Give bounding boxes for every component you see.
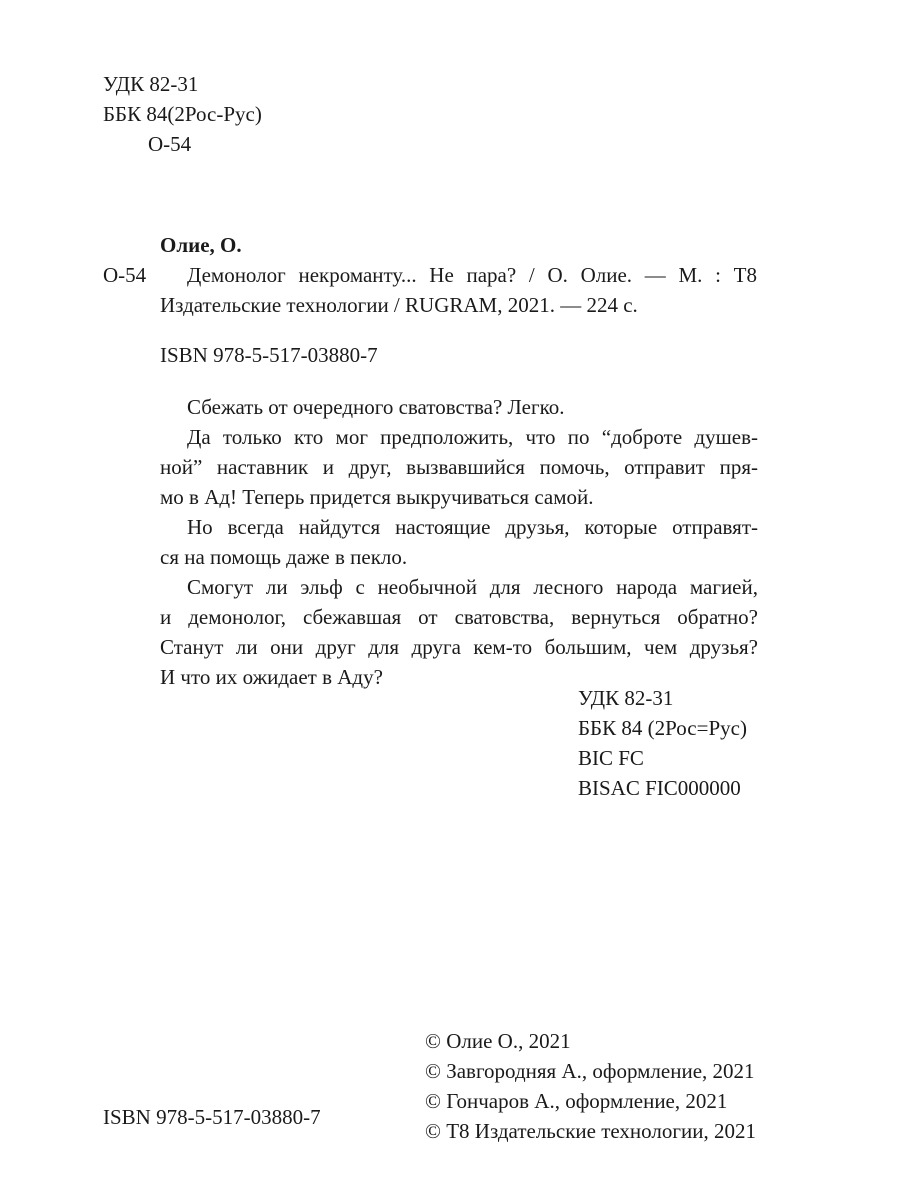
bibliographic-description	[160, 260, 757, 320]
bibliographic-cipher: О-54	[103, 263, 147, 287]
annotation	[160, 392, 758, 692]
classification-block	[578, 683, 747, 803]
udk-header-block	[103, 69, 403, 159]
annotation-line: и демонолог, сбежавшая от сватовства, вернуться обратно?	[160, 605, 758, 629]
bibliographic-line-2: Издательские технологии / RUGRAM, 2021. — 224 с.	[160, 293, 638, 317]
annotation-line: ной” наставник и друг, вызвавшийся помочь, отправит пря-	[160, 455, 758, 479]
bibliographic-line-1: Демонолог некроманту... Не пара? / О. Олие. — М. : Т8	[187, 263, 757, 287]
author-heading: Олие, О.	[160, 233, 242, 257]
udk-code: УДК 82-31	[103, 72, 199, 96]
annotation-line: мо в Ад! Теперь придется выкручиваться самой.	[160, 485, 594, 509]
annotation-line: ся на помощь даже в пекло.	[160, 545, 408, 569]
annotation-line: Сбежать от очередного сватовства? Легко.	[187, 395, 565, 419]
isbn-main: ISBN 978-5-517-03880-7	[160, 343, 378, 367]
author-cipher: О-54	[148, 132, 192, 156]
classification-bbk: ББК 84 (2Рос=Рус)	[578, 716, 747, 740]
isbn-bottom: ISBN 978-5-517-03880-7	[103, 1105, 321, 1129]
copyright-line: © Гончаров А., оформление, 2021	[425, 1089, 728, 1113]
annotation-line: Да только кто мог предположить, что по “доброте душев-	[187, 425, 758, 449]
classification-udk: УДК 82-31	[578, 686, 674, 710]
bbk-code: ББК 84(2Рос-Рус)	[103, 102, 262, 126]
classification-bisac: BISAC FIC000000	[578, 776, 741, 800]
copyright-line: © Олие О., 2021	[425, 1029, 571, 1053]
copyright-block	[425, 1026, 756, 1146]
classification-bic: BIC FC	[578, 746, 644, 770]
copyright-line: © Т8 Издательские технологии, 2021	[425, 1119, 756, 1143]
annotation-line: Смогут ли эльф с необычной для лесного народа магией,	[187, 575, 758, 599]
copyright-line: © Завгородняя А., оформление, 2021	[425, 1059, 755, 1083]
annotation-line: Станут ли они друг для друга кем-то большим, чем друзья?	[160, 635, 758, 659]
annotation-line: И что их ожидает в Аду?	[160, 665, 383, 689]
annotation-line: Но всегда найдутся настоящие друзья, которые отправят-	[187, 515, 758, 539]
